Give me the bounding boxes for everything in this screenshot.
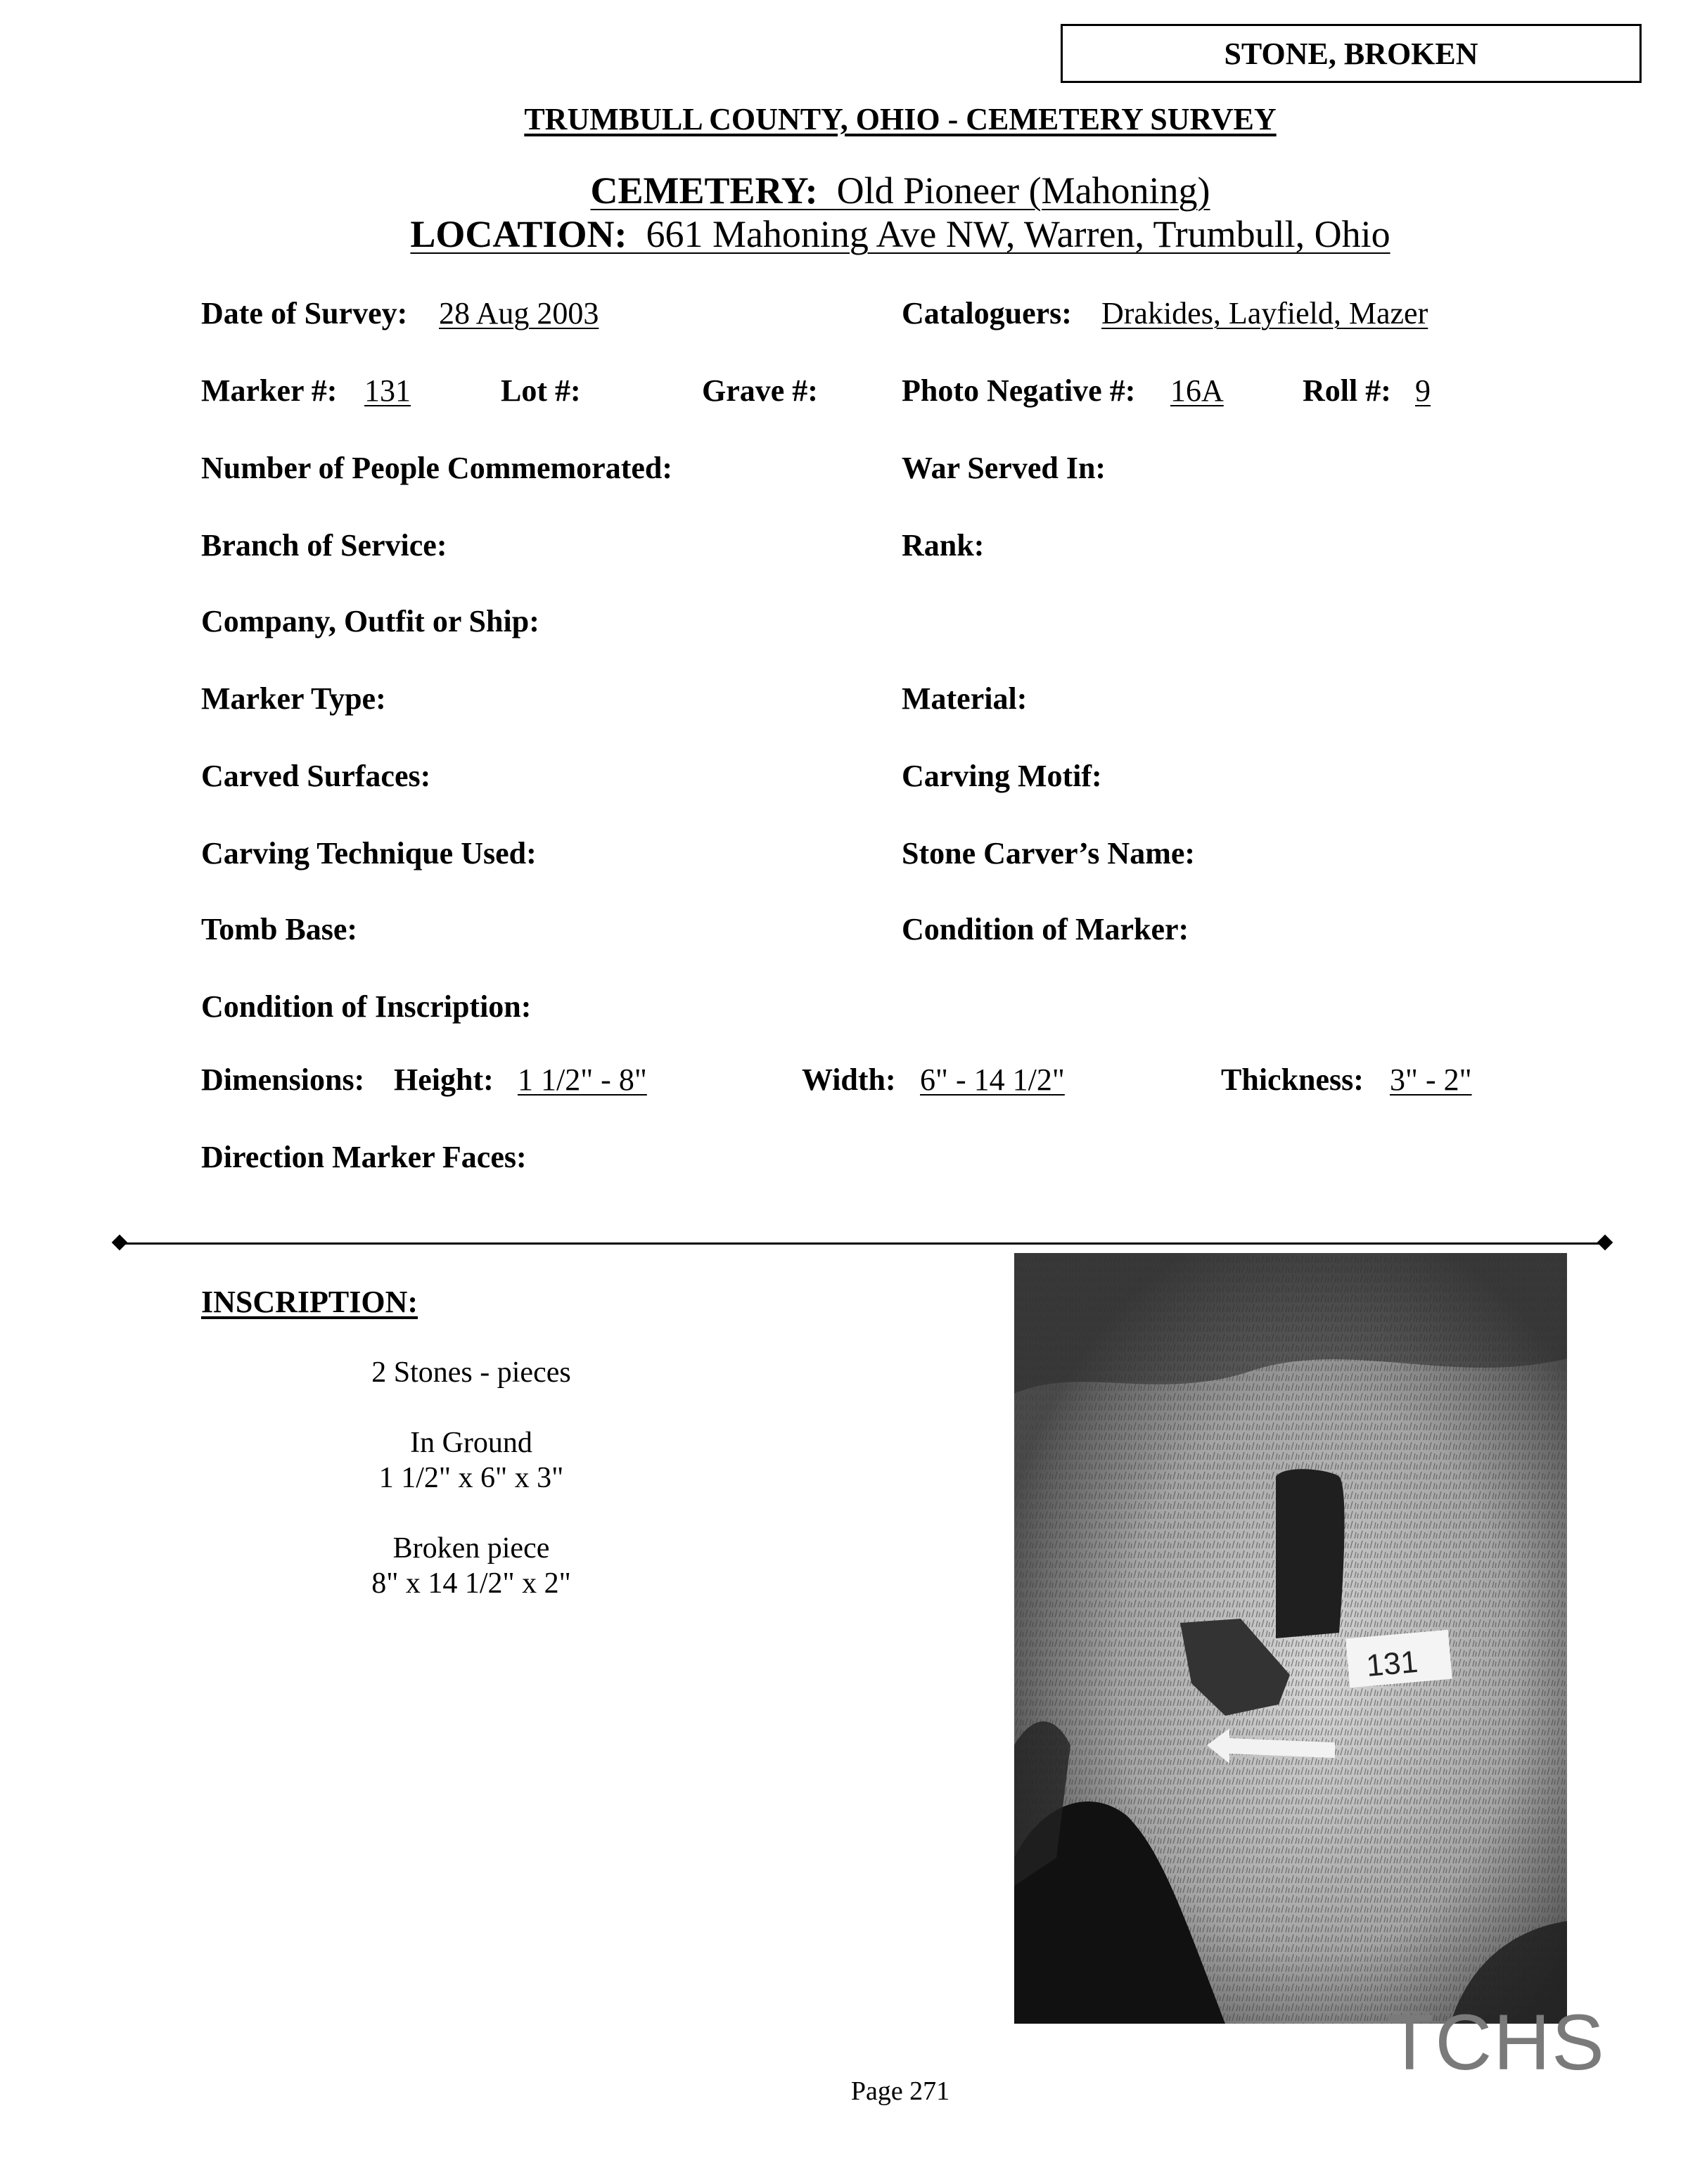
marker-number-value: 131 xyxy=(364,373,411,408)
carving-technique-label: Carving Technique Used: xyxy=(201,836,537,871)
marker-number-card-text: 131 xyxy=(1364,1644,1420,1683)
cemetery-label: CEMETERY: xyxy=(590,169,818,212)
lot-number-label: Lot #: xyxy=(501,373,581,408)
material-label: Material: xyxy=(902,681,1028,716)
tchs-watermark: TCHS xyxy=(1386,1998,1606,2086)
cemetery-name: Old Pioneer (Mahoning) xyxy=(836,169,1210,212)
carved-surfaces-label: Carved Surfaces: xyxy=(201,759,431,793)
photo-negative-label: Photo Negative #: xyxy=(902,373,1136,408)
date-of-survey-label: Date of Survey: xyxy=(201,296,408,330)
page-number: Page 271 xyxy=(850,2076,950,2106)
inscription-line: 2 Stones - pieces xyxy=(371,1356,571,1389)
grave-marker-photo xyxy=(1014,1253,1567,2024)
roll-number-label: Roll #: xyxy=(1303,373,1391,408)
height-value: 1 1/2" - 8" xyxy=(518,1062,647,1097)
people-commemorated-label: Number of People Commemorated: xyxy=(201,451,673,485)
branch-of-service-label: Branch of Service: xyxy=(201,528,447,563)
height-label: Height: xyxy=(394,1062,494,1097)
inscription-line: 1 1/2" x 6" x 3" xyxy=(378,1462,564,1494)
cemetery-line xyxy=(0,169,1688,212)
section-divider xyxy=(120,1242,1605,1245)
tomb-base-label: Tomb Base: xyxy=(201,912,358,946)
inscription-title: INSCRIPTION: xyxy=(201,1285,418,1319)
roll-number-value: 9 xyxy=(1415,373,1431,408)
rank-label: Rank: xyxy=(902,528,985,563)
upright-stone-piece xyxy=(1276,1469,1345,1638)
dimensions-label: Dimensions: xyxy=(201,1062,365,1097)
location-value: 661 Mahoning Ave NW, Warren, Trumbull, Ohio xyxy=(646,213,1390,255)
inscription-line: 8" x 14 1/2" x 2" xyxy=(371,1567,571,1600)
cataloguers-label: Cataloguers: xyxy=(902,296,1072,330)
war-served-label: War Served In: xyxy=(902,451,1106,485)
company-outfit-ship-label: Company, Outfit or Ship: xyxy=(201,604,539,638)
location-label: LOCATION: xyxy=(410,213,627,255)
inscription-line: In Ground xyxy=(410,1427,532,1459)
location-line xyxy=(0,212,1688,256)
inscription-line: Broken piece xyxy=(392,1532,550,1565)
direction-marker-faces-label: Direction Marker Faces: xyxy=(201,1140,527,1174)
cataloguers-value: Drakides, Layfield, Mazer xyxy=(1101,296,1428,330)
stone-carver-label: Stone Carver’s Name: xyxy=(902,836,1196,871)
divider-right-diamond xyxy=(1597,1235,1613,1251)
photo-negative-value: 16A xyxy=(1170,373,1224,408)
width-value: 6" - 14 1/2" xyxy=(920,1062,1065,1097)
carving-motif-label: Carving Motif: xyxy=(902,759,1102,793)
record-type-tag: STONE, BROKEN xyxy=(1061,24,1642,83)
survey-title: TRUMBULL COUNTY, OHIO - CEMETERY SURVEY xyxy=(524,102,1277,136)
thickness-value: 3" - 2" xyxy=(1390,1062,1472,1097)
width-label: Width: xyxy=(802,1062,896,1097)
thickness-label: Thickness: xyxy=(1221,1062,1364,1097)
marker-type-label: Marker Type: xyxy=(201,681,386,716)
condition-of-marker-label: Condition of Marker: xyxy=(902,912,1189,946)
date-of-survey-value: 28 Aug 2003 xyxy=(439,296,599,330)
marker-number-label: Marker #: xyxy=(201,373,338,408)
condition-of-inscription-label: Condition of Inscription: xyxy=(201,989,532,1024)
grave-number-label: Grave #: xyxy=(702,373,818,408)
